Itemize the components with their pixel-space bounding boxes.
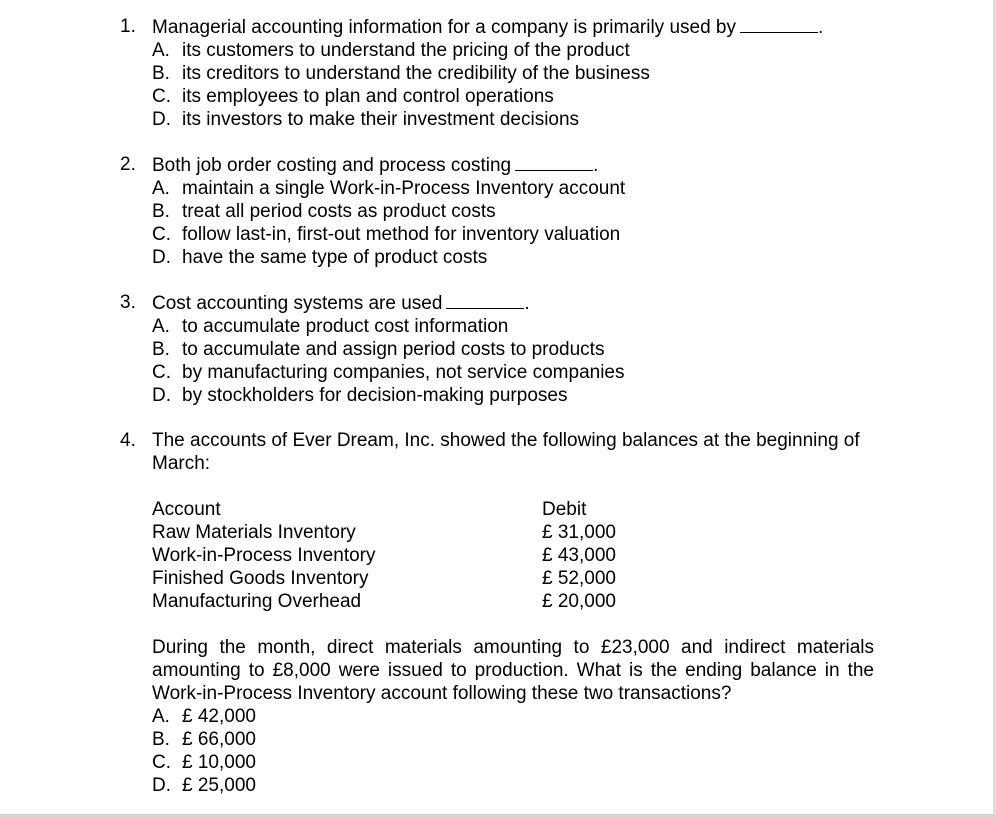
option-list bbox=[152, 39, 880, 131]
question-number: 3. bbox=[120, 292, 136, 313]
account-balance-table bbox=[152, 498, 880, 613]
option-d bbox=[152, 246, 880, 269]
option-letter: A. bbox=[152, 178, 170, 199]
option-a bbox=[152, 39, 880, 62]
option-c bbox=[152, 85, 880, 108]
table-cell-account: Finished Goods Inventory bbox=[152, 568, 369, 589]
page-edge-bottom bbox=[0, 814, 996, 818]
table-cell-debit: £ 20,000 bbox=[542, 591, 616, 612]
option-letter: B. bbox=[152, 339, 170, 360]
option-letter: D. bbox=[152, 247, 171, 268]
answer-blank bbox=[446, 291, 524, 309]
option-letter: B. bbox=[152, 201, 170, 222]
option-letter: B. bbox=[152, 63, 170, 84]
question-2 bbox=[120, 153, 880, 269]
question-stem-text: Cost accounting systems are used bbox=[152, 293, 443, 314]
option-text: its creditors to understand the credibility of the business bbox=[182, 63, 650, 84]
option-text: £ 66,000 bbox=[182, 729, 256, 750]
option-text: by stockholders for decision-making purposes bbox=[182, 385, 568, 406]
option-b bbox=[152, 338, 880, 361]
question-paragraph: During the month, direct materials amounting to £23,000 and indirect materials amounting to £8,000 were issued to production. What is the ending balance in the Work-in-Process Inventory account following these two transactions? bbox=[152, 637, 874, 704]
question-stem-text: Both job order costing and process costing bbox=[152, 155, 512, 176]
option-letter: C. bbox=[152, 362, 171, 383]
table-cell-account: Work-in-Process Inventory bbox=[152, 545, 376, 566]
option-letter: B. bbox=[152, 729, 170, 750]
question-stem-text: Managerial accounting information for a company is primarily used by bbox=[152, 17, 736, 38]
option-a bbox=[152, 177, 880, 200]
answer-blank bbox=[740, 15, 818, 33]
option-text: £ 10,000 bbox=[182, 752, 256, 773]
option-text: treat all period costs as product costs bbox=[182, 201, 496, 222]
option-letter: D. bbox=[152, 775, 171, 796]
option-text: follow last-in, first-out method for inventory valuation bbox=[182, 224, 621, 245]
option-letter: A. bbox=[152, 706, 170, 727]
question-4 bbox=[120, 429, 880, 797]
table-cell-debit: £ 52,000 bbox=[542, 568, 616, 589]
option-text: £ 25,000 bbox=[182, 775, 256, 796]
option-letter: C. bbox=[152, 752, 171, 773]
option-text: by manufacturing companies, not service companies bbox=[182, 362, 625, 383]
question-stem: Cost accounting systems are used . bbox=[152, 293, 530, 314]
question-stem: Managerial accounting information for a company is primarily used by . bbox=[152, 17, 824, 38]
answer-blank bbox=[515, 153, 593, 171]
option-letter: C. bbox=[152, 224, 171, 245]
option-c bbox=[152, 751, 880, 774]
option-text: its employees to plan and control operations bbox=[182, 86, 554, 107]
option-text: its customers to understand the pricing of the product bbox=[182, 40, 630, 61]
option-a bbox=[152, 705, 880, 728]
table-cell-debit: £ 31,000 bbox=[542, 522, 616, 543]
option-b bbox=[152, 62, 880, 85]
option-c bbox=[152, 223, 880, 246]
option-text: to accumulate and assign period costs to products bbox=[182, 339, 605, 360]
option-c bbox=[152, 361, 880, 384]
table-cell-account: Raw Materials Inventory bbox=[152, 522, 356, 543]
table-cell-account: Manufacturing Overhead bbox=[152, 591, 362, 612]
option-a bbox=[152, 315, 880, 338]
question-stem: Both job order costing and process costing . bbox=[152, 155, 599, 176]
question-3 bbox=[120, 291, 880, 407]
option-d bbox=[152, 774, 880, 797]
question-stem bbox=[152, 429, 880, 475]
option-letter: A. bbox=[152, 40, 170, 61]
option-d bbox=[152, 384, 880, 407]
question-stem-text: The accounts of Ever Dream, Inc. showed the following balances at the beginning of March: bbox=[152, 430, 860, 474]
question-1 bbox=[120, 15, 880, 131]
option-text: to accumulate product cost information bbox=[182, 316, 509, 337]
option-text: have the same type of product costs bbox=[182, 247, 488, 268]
option-b bbox=[152, 728, 880, 751]
option-d bbox=[152, 108, 880, 131]
question-number: 4. bbox=[120, 430, 136, 451]
question-number: 1. bbox=[120, 16, 136, 37]
option-letter: D. bbox=[152, 385, 171, 406]
option-text: maintain a single Work-in-Process Inventory account bbox=[182, 178, 626, 199]
option-list bbox=[152, 315, 880, 407]
table-header-debit: Debit bbox=[542, 499, 587, 520]
option-list bbox=[152, 177, 880, 269]
option-text: its investors to make their investment decisions bbox=[182, 109, 580, 130]
option-letter: A. bbox=[152, 316, 170, 337]
option-text: £ 42,000 bbox=[182, 706, 256, 727]
table-cell-debit: £ 43,000 bbox=[542, 545, 616, 566]
question-number: 2. bbox=[120, 154, 136, 175]
table-header-account: Account bbox=[152, 499, 221, 520]
option-letter: D. bbox=[152, 109, 171, 130]
option-letter: C. bbox=[152, 86, 171, 107]
option-b bbox=[152, 200, 880, 223]
option-list bbox=[152, 705, 880, 797]
